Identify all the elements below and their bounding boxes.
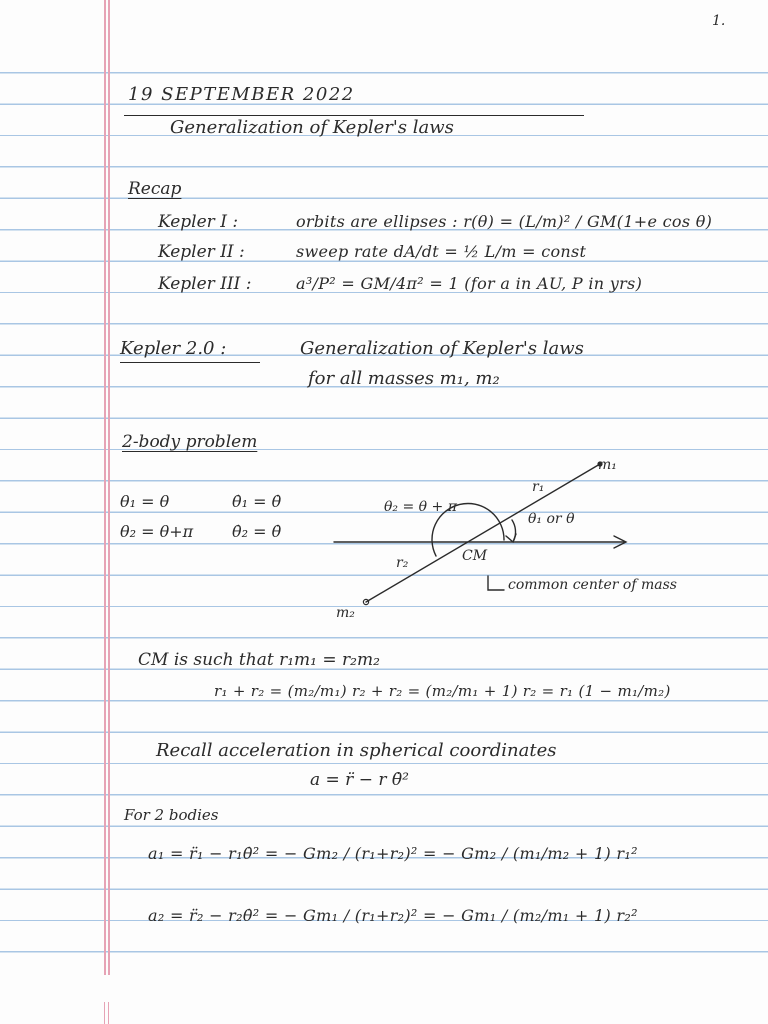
label-theta2: θ₂ = θ + π: [384, 499, 457, 515]
cm-line1: CM is such that r₁m₁ = r₂m₂: [138, 650, 380, 670]
kepler-2-0-line2: for all masses m₁, m₂: [308, 368, 500, 389]
margin-stub: [108, 1002, 109, 1024]
eq-theta2: θ₂ = θ+π: [120, 522, 194, 541]
title-rule: [124, 115, 584, 116]
kepler-2-0-line1: Generalization of Kepler's laws: [300, 338, 584, 359]
label-r1: r₁: [532, 479, 545, 495]
two-bodies-heading: For 2 bodies: [124, 806, 219, 824]
label-m2: m₂: [336, 605, 355, 621]
margin-stub: [104, 1002, 105, 1024]
kepler-3-text: a³/P² = GM/4π² = 1 (for a in AU, P in yrs): [296, 274, 643, 293]
label-common-center: common center of mass: [508, 577, 677, 593]
label-cm: CM: [462, 548, 488, 564]
kepler-2-text: sweep rate dA/dt = ½ L/m = const: [296, 242, 587, 261]
recall-line2: a = r̈ − r θ̇²: [310, 770, 409, 790]
kepler-1-label: Kepler I :: [158, 212, 239, 232]
kepler-2-0-underline: [120, 362, 260, 363]
kepler-1-text: orbits are ellipses : r(θ) = (L/m)² / GM(1+e cos θ): [296, 212, 713, 231]
page-bottom: [0, 960, 768, 1024]
kepler-2-label: Kepler II :: [158, 242, 245, 262]
eq-a1: a₁ = r̈₁ − r₁θ̇² = − Gm₂ / (r₁+r₂)² = − Gm₂ / (m₁/m₂ + 1) r₁²: [148, 844, 638, 863]
label-m1: m₁: [598, 457, 617, 473]
two-body-diagram: [300, 450, 760, 630]
eq-theta2-dot: θ̇₂ = θ̇: [232, 522, 282, 541]
eq-a2: a₂ = r̈₂ − r₂θ̇² = − Gm₁ / (r₁+r₂)² = − Gm₁ / (m₂/m₁ + 1) r₂²: [148, 906, 638, 925]
kepler-3-label: Kepler III :: [158, 274, 252, 294]
margin-line-right: [108, 0, 110, 975]
recap-heading: Recap: [128, 179, 182, 199]
recall-line1: Recall acceleration in spherical coordinates: [156, 740, 557, 761]
date: 19 SEPTEMBER 2022: [128, 84, 355, 105]
kepler-2-0-heading: Kepler 2.0 :: [120, 338, 227, 359]
label-theta1: θ₁ or θ: [528, 511, 575, 527]
page-top: [0, 0, 768, 60]
page-title: Generalization of Kepler's laws: [170, 117, 454, 138]
eq-theta1: θ₁ = θ: [120, 492, 170, 511]
margin-line-left: [104, 0, 106, 975]
theta1-arrowhead: [506, 534, 516, 542]
cm-pointer: [488, 576, 504, 590]
cm-line2: r₁ + r₂ = (m₂/m₁) r₂ + r₂ = (m₂/m₁ + 1) r₂ = r₁ (1 − m₁/m₂): [214, 682, 671, 700]
label-r2: r₂: [396, 555, 409, 571]
two-body-heading: 2-body problem: [122, 432, 258, 452]
page-number: 1.: [712, 13, 726, 29]
eq-theta1-dot: θ̇₁ = θ̇: [232, 492, 282, 511]
